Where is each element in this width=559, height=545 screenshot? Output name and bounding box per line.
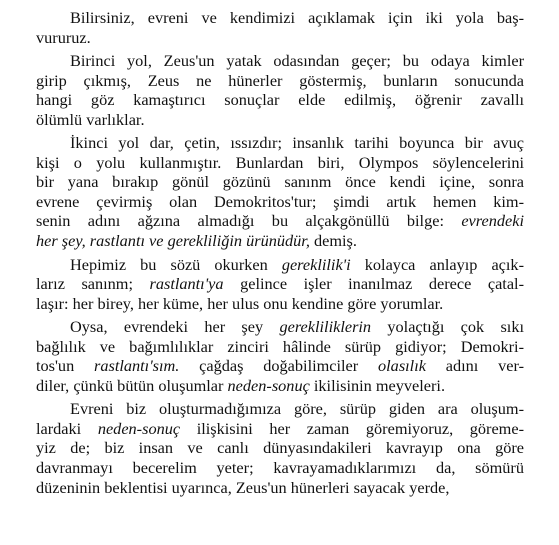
italic-text: neden-sonuç: [97, 418, 181, 438]
text-line: [36, 356, 524, 376]
text-run: larız sanınm;: [36, 274, 150, 294]
text-run: Bilirsiniz, evreni ve kendimizi açıklamak için iki yola baş-: [70, 8, 524, 27]
text-run: tos'un: [36, 356, 95, 376]
text-run: Birinci yol, Zeus'un yatak odasından geçer; bu odaya kimler: [70, 51, 524, 71]
text-run: bağlılık ve bağımlılıklar zinciri hâlinde sürüp gidiyor; Demokri-: [36, 336, 524, 356]
text-run: Evreni biz oluşturmadığımıza göre, sürüp giden ara oluşum-: [70, 399, 524, 419]
italic-text: gerekliliklerin: [279, 317, 372, 337]
text-run: lardaki: [36, 418, 98, 438]
text-run: Hepimiz bu sözü okurken: [70, 254, 282, 274]
italic-text: rastlantı'sım.: [94, 356, 180, 376]
text-line: [36, 133, 524, 153]
text-line: [36, 110, 524, 130]
text-line: [36, 399, 524, 419]
text-run: ilişkisini her zaman göremiyoruz, göreme-: [180, 418, 524, 438]
text-run: adını ver-: [425, 356, 524, 376]
text-run: senin adını ağzına almadığı bu alçakgönüllü bilge:: [36, 211, 462, 231]
text-line: [36, 172, 524, 192]
paragraph: [36, 399, 524, 497]
text-run: ikilisinin meyveleri.: [309, 375, 446, 395]
text-run: ölümlü varlıklar.: [36, 109, 145, 129]
text-line: [36, 458, 524, 478]
text-run: kolayca anlayıp açık-: [350, 254, 524, 274]
text-run: çağdaş doğabilimciler: [179, 356, 379, 376]
text-run: düzeninin beklentisi uyarınca, Zeus'un hünerleri sayacak yerde,: [36, 477, 450, 497]
paragraph: [36, 8, 524, 47]
text-run: yolaçtığı çok sıkı: [371, 317, 524, 337]
text-run: Oysa, evrendeki her şey: [70, 317, 280, 337]
italic-text: olasılık: [378, 356, 426, 376]
italic-text: evrendeki: [461, 211, 524, 231]
text-run: diler, çünkü bütün oluşumlar: [36, 375, 228, 395]
text-run: bir yana bırakıp gönül gözünü sanınm önce kendi içine, sonra: [36, 172, 524, 192]
text-run: gelince işler inanılmaz derece çatal-: [223, 274, 524, 294]
italic-text: rastlantı'ya: [149, 274, 224, 294]
text-line: [36, 192, 524, 212]
text-line: [36, 51, 524, 71]
paragraph: [36, 51, 524, 129]
text-line: [36, 376, 524, 396]
text-line: [36, 71, 524, 91]
text-run: davranmayı becerelim yeter; kavrayamadıklarımızı da, sömürü: [36, 458, 524, 478]
text-run: evrene çevirmiş olan Demokritos'tur; şimdi artık hemen kim-: [36, 191, 524, 211]
text-run: girip çıkmış, Zeus ne hünerler göstermiş, bunların sonucunda: [36, 70, 524, 90]
paragraph: [36, 133, 524, 250]
text-run: İkinci yol dar, çetin, ıssızdır; insanlık tarihi boyunca bir avuç: [70, 133, 524, 153]
text-line: [36, 478, 524, 498]
text-line: [36, 90, 524, 110]
text-line: [36, 8, 524, 28]
text-line: [36, 28, 524, 48]
document-page: [36, 8, 524, 501]
paragraph: [36, 317, 524, 395]
text-line: [36, 438, 524, 458]
italic-text: her şey, rastlantı ve gerekliliğin ürünüdür,: [36, 231, 310, 251]
text-line: [36, 274, 524, 294]
text-run: hangi göz kamaştırıcı sonuçlar elde edilmiş, öğrenir zavallı: [36, 90, 524, 110]
text-run: yiz de; biz insan ve canlı dünyasındakileri kavrayıp ona göre: [36, 438, 524, 458]
text-line: [36, 211, 524, 231]
paragraph: [36, 255, 524, 314]
text-run: vururuz.: [36, 27, 91, 47]
italic-text: gereklilik'i: [281, 254, 351, 274]
text-line: [36, 153, 524, 173]
text-line: [36, 231, 524, 251]
text-line: [36, 317, 524, 337]
text-line: [36, 419, 524, 439]
text-run: kişi o yolu kullanmıştır. Bunlardan biri, Olympos söylencelerini: [36, 152, 524, 172]
text-line: [36, 294, 524, 314]
text-run: laşır: her birey, her küme, her ulus onu kendine göre yorumlar.: [36, 293, 444, 313]
text-line: [36, 255, 524, 275]
text-line: [36, 337, 524, 357]
italic-text: neden-sonuç: [227, 375, 310, 395]
text-run: demiş.: [309, 231, 357, 251]
